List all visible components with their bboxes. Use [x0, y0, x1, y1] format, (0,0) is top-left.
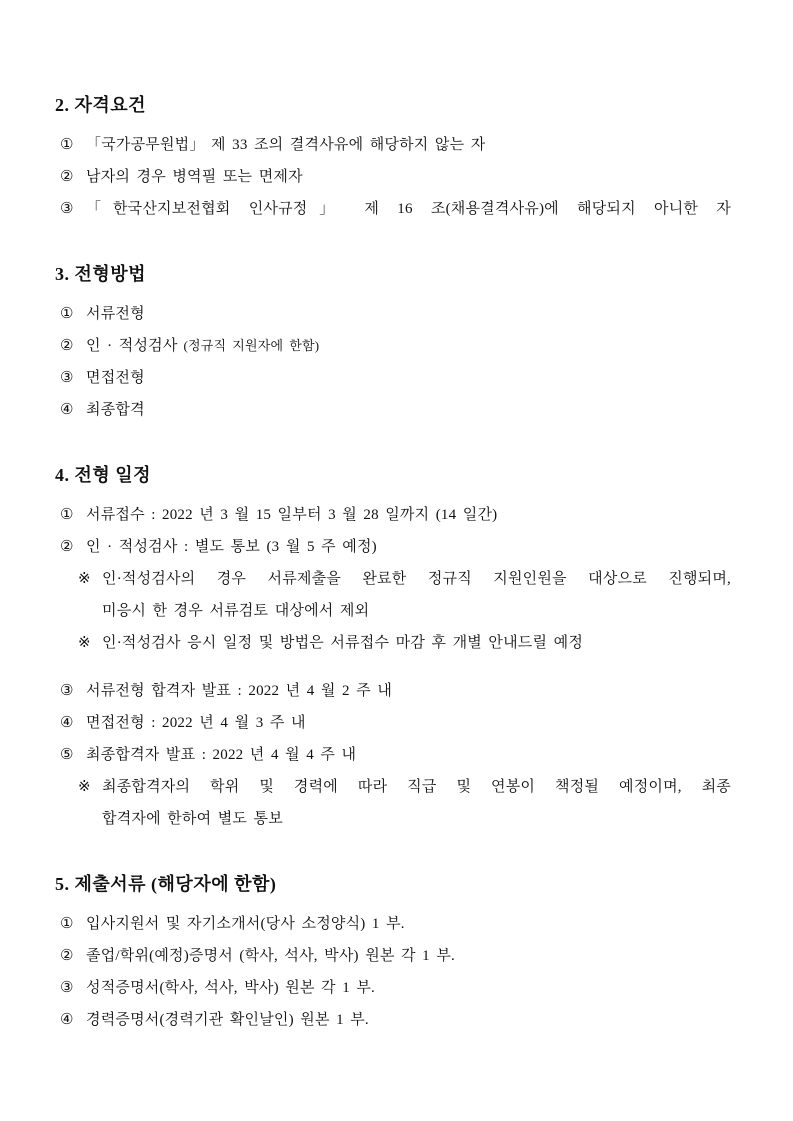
item-marker: ①: [60, 916, 74, 932]
item-marker: ③: [60, 201, 74, 217]
item-text: 경력증명서(경력기관 확인날인) 원본 1 부.: [86, 1012, 369, 1028]
item-text: 최종합격: [86, 402, 145, 418]
item-marker: ④: [60, 402, 74, 418]
list-item: [60, 978, 731, 998]
note-marker: ※: [78, 779, 91, 795]
note-marker: ※: [78, 571, 91, 587]
section-documents: [55, 873, 731, 1030]
section-schedule: [55, 464, 731, 829]
section-heading: 4. 전형 일정: [55, 465, 152, 485]
item-text: 졸업/학위(예정)증명서 (학사, 석사, 박사) 원본 각 1 부.: [86, 948, 455, 964]
section-selection-method: [55, 263, 731, 420]
note-text: 인·적성검사 응시 일정 및 방법은 서류접수 마감 후 개별 안내드릴 예정: [102, 635, 584, 651]
note-text-line: 합격자에 한하여 별도 통보: [102, 811, 283, 827]
list-item: [60, 537, 731, 557]
note-text: [102, 569, 731, 621]
item-marker: ②: [60, 338, 74, 354]
item-text: 「국가공무원법」 제 33 조의 결격사유에 해당하지 않는 자: [86, 137, 486, 153]
list-item: [60, 713, 731, 733]
section-qualifications: [55, 94, 731, 219]
item-marker: ②: [60, 169, 74, 185]
item-marker: ③: [60, 980, 74, 996]
note-text-line: 인·적성검사의 경우 서류제출을 완료한 정규직 지원인원을 대상으로 진행되며,: [102, 571, 731, 587]
item-text: 최종합격자 발표 : 2022 년 4 월 4 주 내: [86, 747, 357, 763]
item-text: 「한국산지보전협회 인사규정」 제 16 조(채용결격사유)에 해당되지 아니한 자: [86, 201, 731, 217]
list-item: [60, 1010, 731, 1030]
item-text: 인 · 적성검사 : 별도 통보 (3 월 5 주 예정): [86, 539, 377, 555]
list-item: [60, 199, 731, 219]
item-text: 입사지원서 및 자기소개서(당사 소정양식) 1 부.: [86, 916, 405, 932]
item-marker: ④: [60, 1012, 74, 1028]
note-item: [78, 633, 731, 653]
list-item: [60, 681, 731, 701]
list-item: [60, 336, 731, 356]
note-item: [78, 777, 731, 829]
item-marker: ③: [60, 683, 74, 699]
item-text: 성적증명서(학사, 석사, 박사) 원본 각 1 부.: [86, 980, 375, 996]
section-heading: 2. 자격요건: [55, 95, 147, 115]
item-text-main: 인 · 적성검사: [86, 338, 178, 354]
item-text: [86, 336, 731, 356]
item-marker: ②: [60, 539, 74, 555]
section-heading: 5. 제출서류 (해당자에 한함): [55, 874, 277, 894]
item-text-parenthetical: (정규직 지원자에 한함): [177, 338, 320, 353]
item-marker: ①: [60, 306, 74, 322]
section-heading: 3. 전형방법: [55, 264, 147, 284]
item-text: 남자의 경우 병역필 또는 면제자: [86, 169, 303, 185]
item-marker: ③: [60, 370, 74, 386]
item-text: 면접전형 : 2022 년 4 월 3 주 내: [86, 715, 306, 731]
list-item: [60, 914, 731, 934]
note-marker: ※: [78, 635, 91, 651]
item-marker: ⑤: [60, 747, 74, 763]
item-marker: ②: [60, 948, 74, 964]
item-marker: ①: [60, 507, 74, 523]
item-marker: ④: [60, 715, 74, 731]
list-item: [60, 368, 731, 388]
item-text: 서류접수 : 2022 년 3 월 15 일부터 3 월 28 일까지 (14 일간): [86, 507, 498, 523]
list-item: [60, 167, 731, 187]
list-item: [60, 745, 731, 765]
list-item: [60, 304, 731, 324]
list-item: [60, 946, 731, 966]
note-text: [102, 777, 731, 829]
list-item: [60, 135, 731, 155]
list-item: [60, 400, 731, 420]
item-text: 서류전형 합격자 발표 : 2022 년 4 월 2 주 내: [86, 683, 393, 699]
note-item: [78, 569, 731, 621]
item-marker: ①: [60, 137, 74, 153]
note-text-line: 최종합격자의 학위 및 경력에 따라 직급 및 연봉이 책정될 예정이며, 최종: [102, 779, 731, 795]
note-text-line: 미응시 한 경우 서류검토 대상에서 제외: [102, 603, 370, 619]
item-text: 면접전형: [86, 370, 145, 386]
list-item: [60, 505, 731, 525]
item-text: 서류전형: [86, 306, 145, 322]
